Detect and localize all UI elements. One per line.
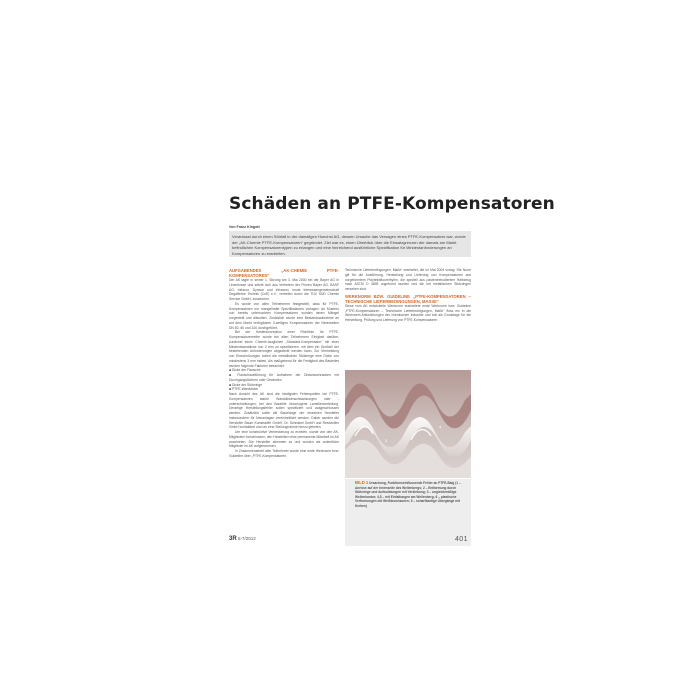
journal-logo: 3R (229, 536, 237, 542)
paragraph: Der AK tagte in seiner 1. Sitzung am 3. Mai 2000 bei der Bayer AG in Leverkusen und setzte sich aus Vertretern der Firmen Bayer AG, BASF AG, Infracor, Dyneon und Infraserv, heute Interessengemeinschaft Degaflexhe Technik (CoE) e.V., vertreten durch die TÜV SÜD Chemie Service GmbH, zusammen. (229, 278, 339, 301)
paragraph: Es wurde von allen Teilnehmern festgestellt, dass für PTFE-Kompensatoren nur mangelhafte Spezifikationen vorlagen. An Mustern von bereits untersuchten Kompensatoren wurden deren Mängel vorgestellt und diskutiert. Zusätzlich wurde eine Bestandsaufnahme an auf dem Markt verfügbaren 3-welligen Kompensatoren der Nennweiten DN 50, 80 und 100 durchgeführt. (229, 301, 339, 330)
caption-text: Ursachung, Funktionseinflussende Fehler an PTFE-Balg (1 – Anrisse auf der Innenseite des Wellenbergs; 2 – Entformung durch Stützringe und Aufwulstungen mit Verklebung; 3 – ungleichmäßige Wellenkontur; 4,5 – mit Einfaltungen am Wellenberg; 6 – plastische Verformungen mit Weißbruchzonen; 5 – scharfkantige Übergänge mit Kerben) (355, 481, 461, 508)
figure-caption (355, 481, 467, 509)
paragraph: Diese vom AK entwickelte Werknorm erarbeitete erste Werknorm bzw. Guideline „PTFE-Kompensatoren – Technische Lieferbedingungen, Maße“ floss ein in die Werknorm-Anforderungen der chemischen Industrie und soll als Grundlage für die Herstellung, Prüfung und Lieferung von PTFE-Kompensatoren (345, 303, 471, 322)
article-title: Schäden an PTFE-Kompensatoren (229, 194, 555, 214)
svg-text:3: 3 (385, 438, 388, 443)
bullet-item: ■ PTFE-Wanddicke (229, 387, 259, 392)
bellows-illustration (345, 370, 471, 478)
lead-text: Veranlasst durch einen Störfall in der damaligen Hoechst AG, dessen Ursache das Versagen eines PTFE-Kompensators war, wurde der „AK-Chemie PTFE-Kompensatoren“ gegründet. Ziel war es, einen Überblick über die Einsatzgrenzen der damals am Markt befindlichen Kompensatorentypen zu erlangen und eine hinreichend ausführliche Spezifikation für Mindestanforderungen an Kompensatoren zu erarbeiten. (232, 234, 466, 256)
paragraph: In Zusammenarbeit aller Teilnehmer wurde eine erste Werknorm bzw. Guideline über „PTFE-Kompensatoren, (229, 449, 339, 458)
bullet-item: ■ Dicke der Flansche (229, 368, 261, 373)
bullet-item: ■ Flanschausführung für Aufnahme der Distanzschrauben mit Durchgangslöchern oder Gewinden (229, 373, 339, 382)
issue-number: 6-7/2012 (237, 536, 256, 541)
figure-label: BILD 1 (355, 480, 369, 485)
right-column (345, 268, 471, 323)
svg-text:5: 5 (361, 424, 364, 429)
page-number: 401 (455, 536, 468, 543)
footer (229, 536, 256, 542)
paragraph: Um eine konstruktive Verbesserung zu erzielen, wurde von den AK-Mitgliedern beschlossen, den Herstellern eine permanente Mitarbeit im AK anzubieten. Die Hersteller stimmten zu und wurden als ordentliche Mitglieder im AK aufgenommen. (229, 430, 339, 449)
bullet-item: ■ Dicke der Stützringe (229, 382, 263, 387)
ptfe-bellows-photo (345, 370, 471, 478)
paragraph: Technische Lieferbedingungen, Maße“ erarbeitet, die im Mai 2004 vorlag. Die Norm gilt für die Ausführung, Herstellung und Lieferung von Kompensatoren aus vorgeformtem Polytetrafluorethylen, die speziell aus pastenextrudiertem Halbzeug nach ASTM D 4895 ungeformt wurden und die mit metallischen Stützringen versehen sind. (345, 268, 471, 291)
left-column (229, 268, 339, 459)
lead-box (229, 231, 471, 257)
paragraph: Bei der Kesterkonzeption einer Richtlinie für PTFE-Kompensatorenreihe wurde bei allen Teilnehmern Einigkeit darüber, zunächst einen Chemie-tauglichen „Standard-Kompensator“ mit einer Mindestwanddicke von 2 mm zu spezifizieren, mit dem ein Großteil der bestehenden Anforderungen abgedeckt werden kann. Zur Vermeidung von Einschnürungen sollen die metallischen Stützringe eine Dicke von mindestens 3 mm haben. Als maßgebend für die Festigkeit des Bauteiles wurden folgende Faktoren betrachtet: (229, 330, 339, 368)
section-heading-aufgaben: AUFGABENDES „AK-CHEMIE PTFE-KOMPENSATOREN“ (229, 268, 339, 278)
paragraph: Nach Ansicht des AK sind die häufigsten Fehlerquellen bei PTFE-Kompensatoren starke Wanddickenschwankungen oder -unterschreitungen, bei den Bauteile inhomogene Lamellenverteilung. Derartige Herstellungsfehler sollen spezifiziert und ausgeschlossen werden. Zusätzlich sollte die Bauelänge der einzelnen Hersteller insbesondere für Neuanlagen vereinheitlicht werden. Daher wurden die Hersteller Baum Kunststoffe GmbH, Dr. Schnabel GmbH und Resistoflex GmbH kontaktiert und um eine Stellungnahme hierzu gebeten. (229, 392, 339, 430)
section-heading-werknorm: WERKNORM BZW. GUIDELINE „PTFE-KOMPENSATOREN – TECHNISCHE LIEFERBEDINGUNGEN, MASSE“ (345, 293, 471, 304)
author-line: Von Franz Kingott (229, 225, 260, 229)
svg-text:4: 4 (439, 424, 442, 429)
